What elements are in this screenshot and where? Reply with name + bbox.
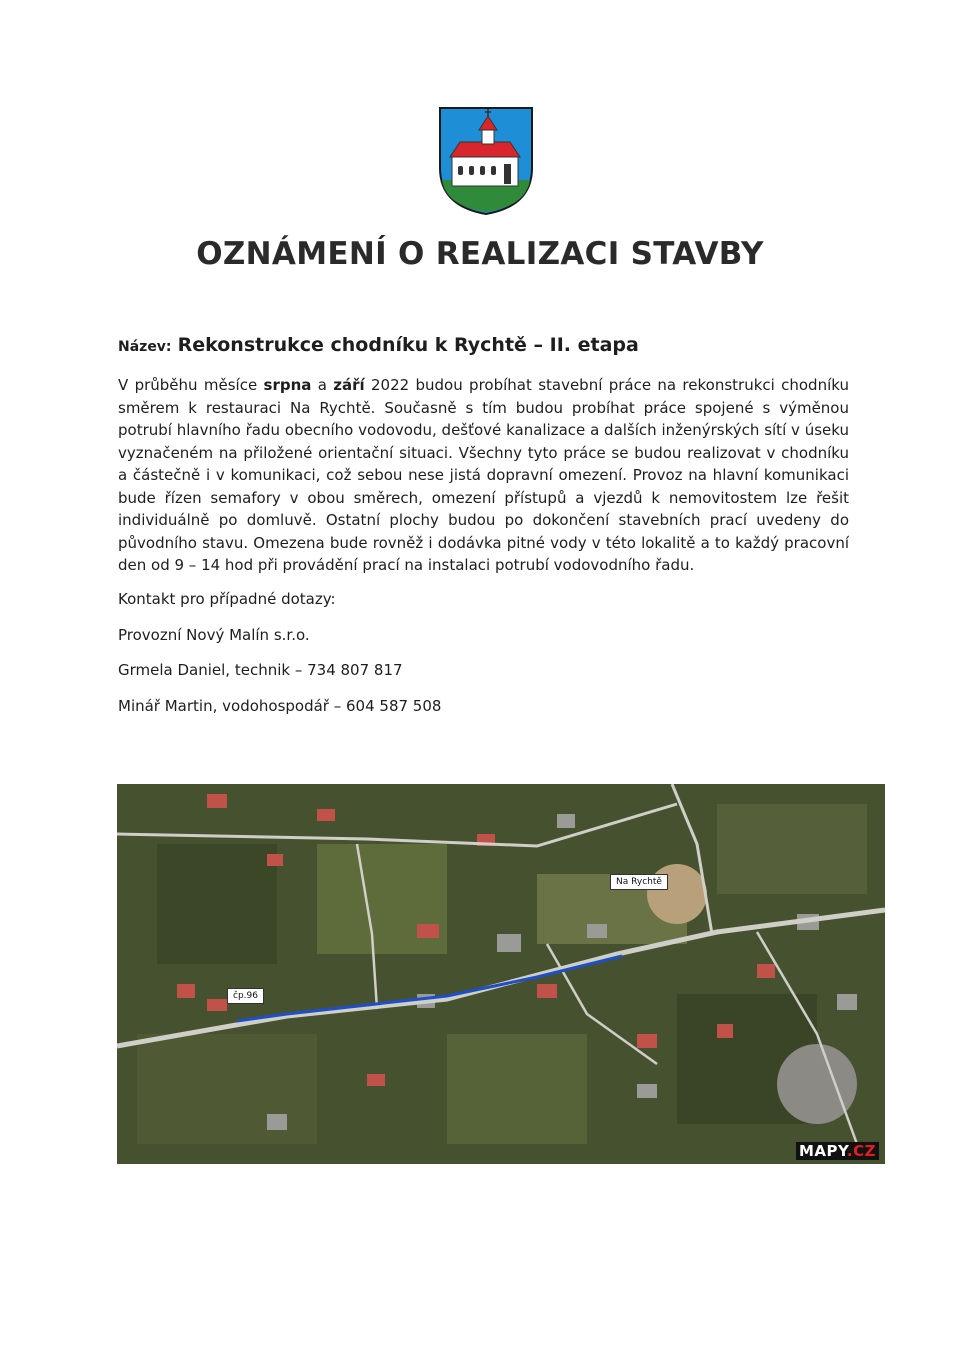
map-label-na-rychte: Na Rychtě	[610, 874, 668, 890]
map-label-cp96: čp.96	[227, 988, 264, 1004]
paragraph-text-2: a	[311, 376, 334, 394]
mapy-cz-logo-suffix: .CZ	[846, 1142, 876, 1160]
project-name	[118, 334, 639, 356]
situation-map	[117, 784, 885, 1164]
mapy-cz-logo	[796, 1142, 879, 1160]
month-september: září	[333, 376, 365, 394]
contact-technician: Grmela Daniel, technik – 734 807 817	[118, 661, 403, 679]
mapy-cz-logo-prefix: MAPY	[798, 1142, 847, 1160]
aerial-map-image	[117, 784, 885, 1164]
announcement-paragraph	[118, 374, 849, 577]
contact-water-manager: Minář Martin, vodohospodář – 604 587 508	[118, 697, 442, 715]
project-name-label: Název:	[118, 339, 172, 355]
project-name-value: Rekonstrukce chodníku k Rychtě – II. etapa	[177, 334, 639, 356]
month-august: srpna	[263, 376, 312, 394]
contact-company: Provozní Nový Malín s.r.o.	[118, 626, 310, 644]
coat-of-arms	[438, 106, 534, 216]
page-title: OZNÁMENÍ O REALIZACI STAVBY	[196, 236, 764, 272]
paragraph-text-1: V průběhu měsíce	[118, 376, 264, 394]
paragraph-text-3: 2022 budou probíhat stavební práce na rekonstrukci chodníku směrem k restauraci Na Rychtě. Současně s tím budou probíhat práce spojené s výměnou potrubí hlavního řadu obecního vodovodu, dešťové kanalizace a dalších inženýrských sítí v úseku vyznačeném na přiložené orientační situaci. Všechny tyto práce se budou realizovat v chodníku a částečně i v komunikaci, což sebou nese jistá dopravní omezení. Provoz na hlavní komunikaci bude řízen semafory v obou směrech, omezení přístupů a vjezdů k nemovitostem lze řešit individuálně po domluvě. Ostatní plochy budou po dokončení stavebních prací uvedeny do původního stavu. Omezena bude rovněž i dodávka pitné vody v této lokalitě a to každý pracovní den od 9 – 14 hod při provádění prací na instalaci potrubí vodovodního řadu.	[118, 376, 849, 574]
contact-heading: Kontakt pro případné dotazy:	[118, 590, 336, 608]
